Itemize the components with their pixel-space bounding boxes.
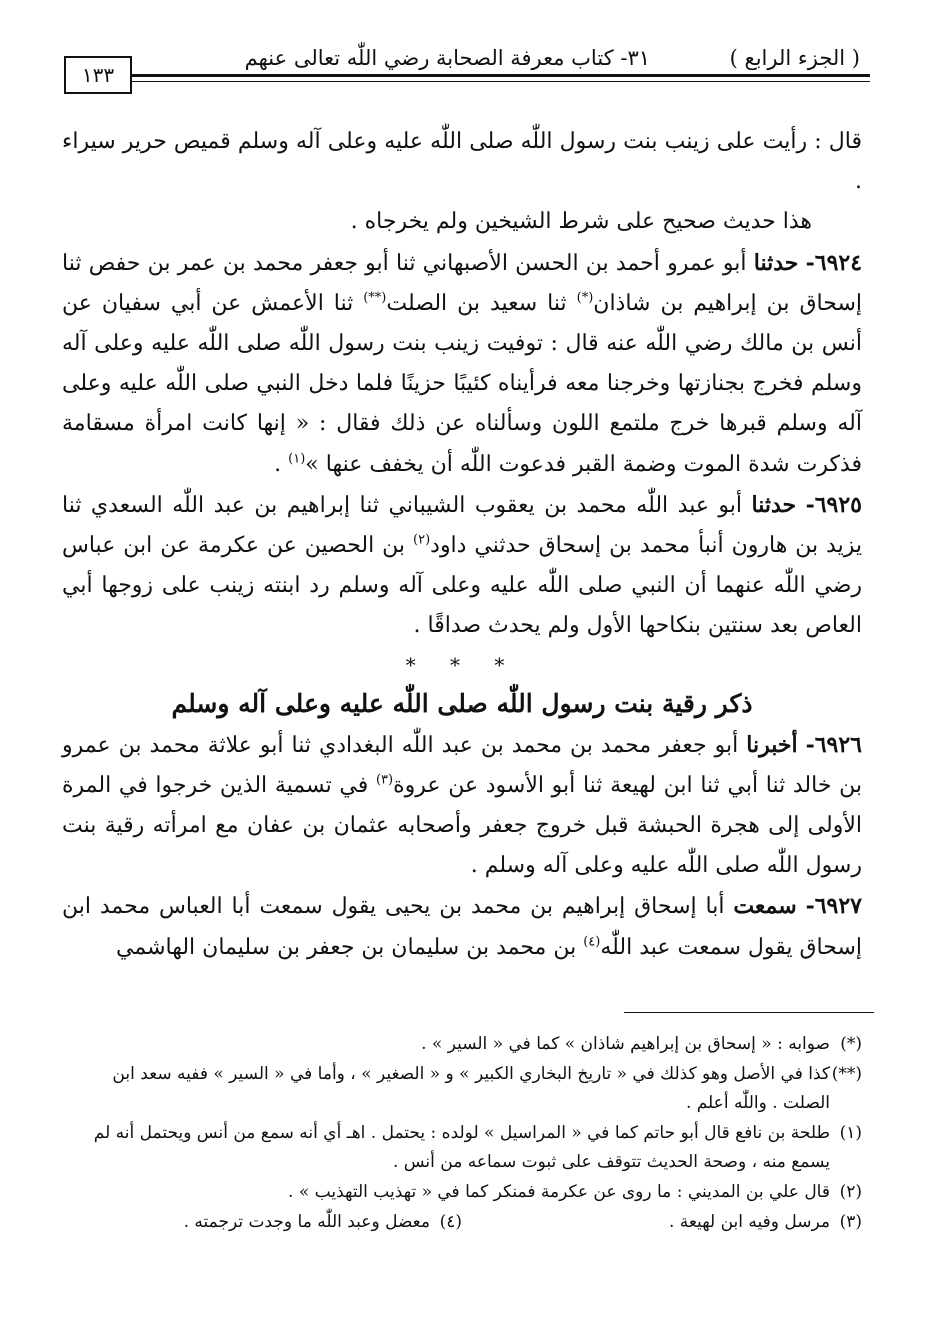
hadith-verb: حدثنا (751, 491, 797, 518)
hadith-6925 (62, 485, 862, 647)
footnote-ref: (١) (288, 451, 306, 467)
hadith-number: ٦٩٢٧- (805, 893, 862, 920)
footnote-rule (624, 1012, 874, 1013)
footnote-ref: (٤) (583, 934, 601, 950)
footnote-ref: (**) (363, 290, 387, 306)
page-header (62, 40, 870, 100)
footnote-text: قال علي بن المديني : ما روى عن عكرمة فمنكر كما في « تهذيب التهذيب » . (288, 1181, 830, 1202)
hadith-text: بن الحصين عن عكرمة عن ابن عباس رضي اللّٰه عنهما أن النبي صلى اللّٰه عليه وعلى آله وسلم رد ابنته زينب على زوجها أبي العاص بعد سنتين بنكاحها الأول ولم يحدث صداقًا . (62, 533, 862, 639)
footnote-text: مرسل وفيه ابن لهيعة . (668, 1211, 830, 1232)
footnote-text: طلحة بن نافع قال أبو حاتم كما في « المراسيل » لولده : يحتمل . اهـ أي أنه سمع من أنس ويحتمل أنه لم يسمع منه ، وصحة الحديث تتوقف على ثبوت سماعه من أنس . (93, 1122, 830, 1173)
chapter-title: ٣١- كتاب معرفة الصحابة رضي اللّٰه تعالى عنهم (244, 46, 650, 70)
paragraph: قال : رأيت على زينب بنت رسول اللّٰه صلى اللّٰه عليه وعلى آله وسلم قميص حرير سيراء . (62, 129, 862, 195)
footnote-mark: (١) (839, 1122, 862, 1143)
footnote-text: معضل وعبد اللّٰه ما وجدت ترجمته . (183, 1211, 430, 1232)
footnote-mark: (٢) (839, 1181, 862, 1202)
footnote-ref: (٣) (375, 772, 394, 788)
hadith-number: ٦٩٢٥- (805, 491, 862, 518)
main-text (62, 122, 862, 968)
hadith-text: أبا إسحاق إبراهيم بن محمد بن يحيى يقول سمعت أبا العباس محمد ابن إسحاق يقول سمعت عبد اللّٰه (62, 894, 862, 960)
hadith-number: ٦٩٢٦- (805, 731, 862, 758)
hadith-6924 (62, 243, 862, 485)
hadith-6926 (62, 725, 862, 887)
footnote (62, 1208, 462, 1238)
footnote-mark: (٤) (439, 1211, 462, 1232)
footnote-mark: (٣) (839, 1211, 862, 1232)
page-number: ١٣٣ (64, 56, 132, 94)
hadith-text: ثنا الأعمش عن أبي سفيان عن أنس بن مالك رضي اللّٰه عنه قال : توفيت زينب بنت رسول اللّٰه صلى اللّٰه عليه وعلى آله وسلم فخرج بجنازتها وخرجنا معه فرأيناه كئيبًا حزينًا فلما دخل النبي صلى اللّٰه عليه وعلى آله وسلم قبرها خرج ملتمع اللون وسألناه عن ذلك فقال : « إنها كانت امرأة مسقامة فذكرت شدة الموت وضمة القبر فدعوت اللّٰه أن يخفف عنها » (62, 290, 862, 477)
hadith-verb: سمعت (733, 893, 797, 920)
footnote-text: كذا في الأصل وهو كذلك في « تاريخ البخاري الكبير » و « الصغير » ، وأما في « السير » ففيه سعد ابن الصلت . واللّٰه أعلم . (112, 1063, 830, 1114)
footnote-ref: (٢) (413, 532, 431, 548)
hadith-text: ثنا سعيد بن الصلت (386, 290, 577, 316)
section-separator: * * * (405, 652, 519, 677)
footnote (62, 1178, 862, 1208)
footnote (62, 1119, 862, 1178)
hadith-verb: أخبرنا (746, 731, 798, 758)
footnote (462, 1208, 862, 1238)
hadith-text: أبو جعفر محمد بن محمد بن عبد اللّٰه البغدادي ثنا أبو علاثة محمد بن عمرو بن خالد ثنا أبي ثنا ابن لهيعة ثنا أبو الأسود عن عروة (62, 732, 862, 798)
footnote-text: صوابه : « إسحاق بن إبراهيم شاذان » كما في « السير » . (421, 1034, 830, 1054)
hadith-number: ٦٩٢٤- (805, 249, 863, 276)
footnote (62, 1060, 862, 1119)
header-rule (130, 74, 870, 77)
hadith-text: أبو عبد اللّٰه محمد بن يعقوب الشيباني ثنا إبراهيم بن عبد اللّٰه السعدي ثنا يزيد بن هارون أنبأ محمد بن إسحاق حدثني داود (62, 492, 862, 559)
hadith-6927 (62, 886, 862, 967)
paragraph: هذا حديث صحيح على شرط الشيخين ولم يخرجاه . (350, 209, 812, 235)
header-rule-thin (130, 81, 870, 82)
footnote-ref: (*) (576, 290, 594, 306)
section-title: ذكر رقية بنت رسول اللّٰه صلى اللّٰه عليه وعلى آله وسلم (171, 688, 753, 718)
footnote-mark: (*) (840, 1034, 862, 1054)
volume-label: ( الجزء الرابع ) (729, 46, 860, 70)
footnote (62, 1030, 862, 1060)
hadith-text: . (274, 451, 289, 477)
hadith-text: أبو عمرو أحمد بن الحسن الأصبهاني ثنا أبو جعفر محمد بن عمر بن حفص ثنا إسحاق بن إبراهيم بن شاذان (62, 250, 862, 316)
hadith-text: بن محمد بن سليمان بن جعفر بن سليمان الهاشمي (116, 934, 584, 960)
hadith-text: في تسمية الذين خرجوا في المرة الأولى إلى هجرة الحبشة قبل خروج جعفر وأصحابه عثمان بن عفان مع امرأته رقية بنت رسول اللّٰه صلى اللّٰه عليه وعلى آله وسلم . (62, 772, 862, 879)
footnotes (62, 1030, 862, 1237)
hadith-verb: حدثنا (753, 249, 799, 276)
footnote-row (62, 1208, 862, 1238)
footnote-mark: (**) (831, 1063, 862, 1084)
